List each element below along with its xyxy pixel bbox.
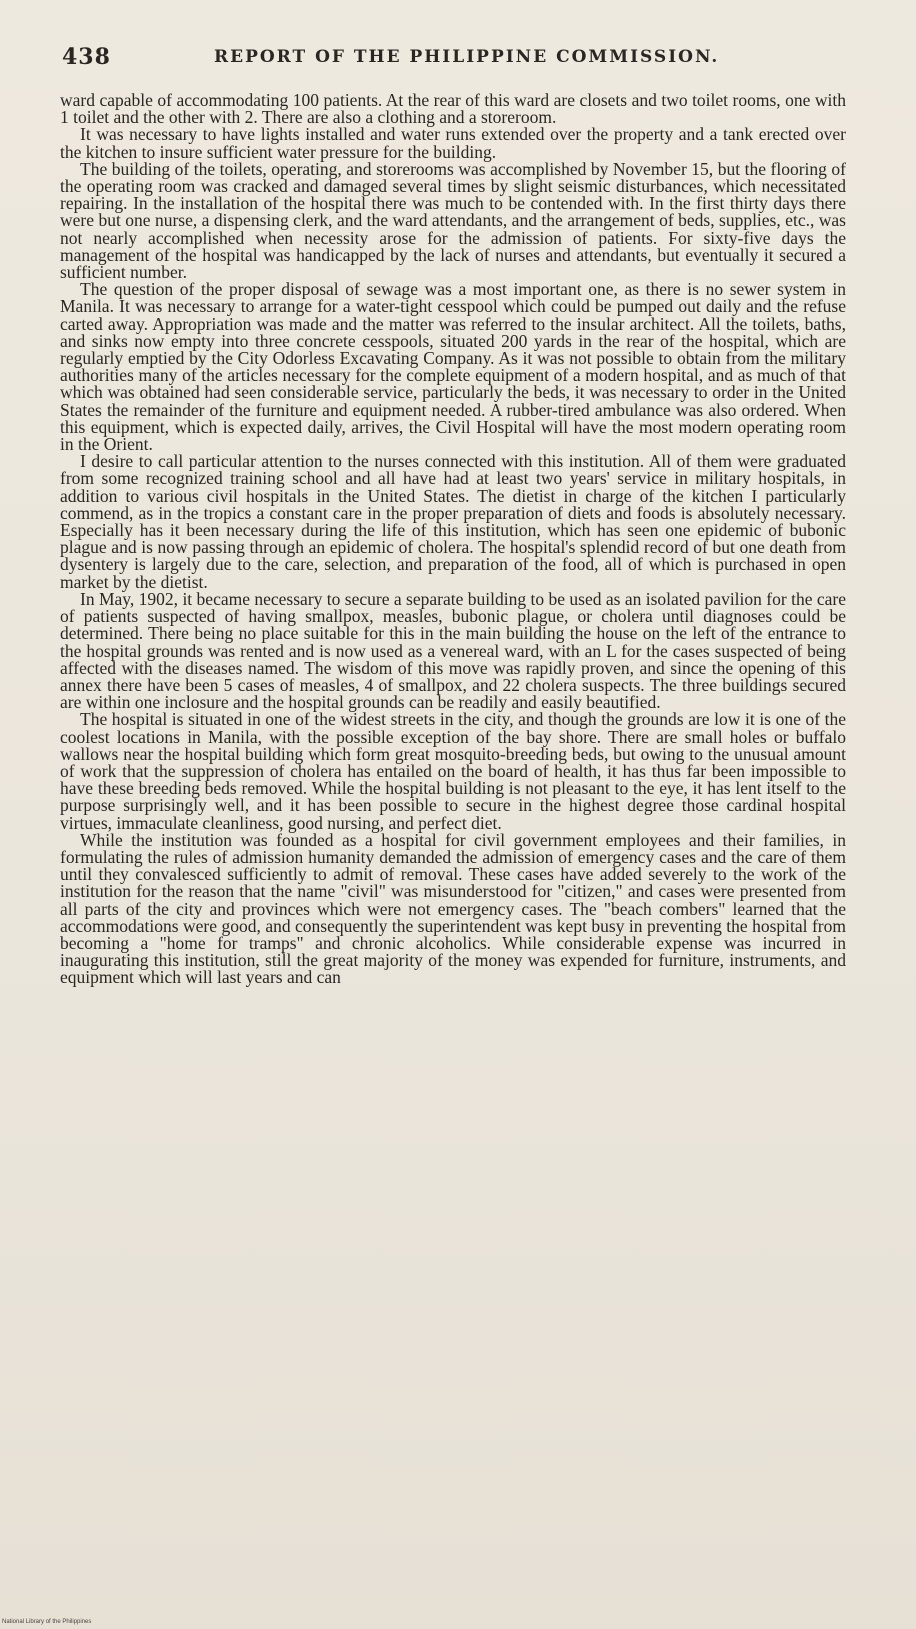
page-header [62, 44, 876, 74]
running-title: REPORT OF THE PHILIPPINE COMMISSION. [214, 47, 720, 67]
paragraph: While the institution was founded as a hospital for civil government employees and their families, in formulating the rules of admission humanity demanded the admission of emergency cases and the care of them until they convalesced sufficiently to admit of removal. These cases have added severely to the work of the institution for the reason that the name "civil" was misunderstood for "citizen," and cases were presented from all parts of the city and provinces which were not emergency cases. The "beach combers" learned that the accommodations were good, and consequently the superintendent was kept busy in preventing the hospital from becoming a "home for tramps" and chronic alcoholics. While considerable expense was incurred in inaugurating this institution, still the great majority of the money was expended for furniture, instruments, and equipment which will last years and can [60, 829, 846, 988]
paragraph: I desire to call particular attention to the nurses connected with this institution. All of them were graduated from some recognized training school and all have had at least two years' service in military hospitals, in addition to various civil hospitals in the United States. The dietist in charge of the kitchen I particularly commend, as in the tropics a constant care in the proper preparation of diets and foods is absolutely necessary. Especially has it been necessary during the life of this institution, which has seen one epidemic of bubonic plague and is now passing through an epidemic of cholera. The hospital's splendid record of but one death from dysentery is largely due to the care, selection, and preparation of the food, all of which is purchased in open market by the dietist. [60, 451, 846, 592]
paragraph: The hospital is situated in one of the widest streets in the city, and though the grounds are low it is one of the coolest locations in Manila, with the possible exception of the bay shore. There are small holes or buffalo wallows near the hospital building which form great mosquito-breeding beds, but owing to the unusual amount of work that the suppression of cholera has entailed on the board of health, it has thus far been impossible to have these breeding beds removed. While the hospital building is not pleasant to the eye, it has lent itself to the purpose surprisingly well, and it has been possible to secure in the highest degree those cardinal hospital virtues, immaculate cleanliness, good nursing, and perfect diet. [60, 709, 846, 833]
body-text [60, 92, 846, 987]
paragraph: The question of the proper disposal of sewage was a most important one, as there is no sewer system in Manila. It was necessary to arrange for a water-tight cesspool which could be pumped out daily and the refuse carted away. Appropriation was made and the matter was referred to the insular architect. All the toilets, baths, and sinks now empty into three concrete cesspools, situated 200 yards in the rear of the hospital, which are regularly emptied by the City Odorless Excavating Company. As it was not possible to obtain from the military authorities many of the articles necessary for the complete equipment of a modern hospital, and as much of that which was obtained had seen considerable service, particularly the beds, it was necessary to order in the United States the remainder of the furniture and equipment needed. A rubber-tired ambulance was also ordered. When this equipment, which is expected daily, arrives, the Civil Hospital will have the most modern operating room in the Orient. [60, 279, 846, 455]
paragraph: ward capable of accommodating 100 patients. At the rear of this ward are closets and two toilet rooms, one with 1 toilet and the other with 2. There are also a clothing and a storeroom. [60, 90, 846, 128]
paragraph: It was necessary to have lights installed and water runs extended over the property and a tank erected over the kitchen to insure sufficient water pressure for the building. [60, 124, 846, 162]
scan-footer: National Library of the Philippines [2, 1619, 92, 1625]
paragraph: In May, 1902, it became necessary to secure a separate building to be used as an isolated pavilion for the care of patients suspected of having smallpox, measles, bubonic plague, or cholera until diagnoses could be determined. There being no place suitable for this in the main building the house on the left of the entrance to the hospital grounds was rented and is now used as a venereal ward, with an L for the cases suspected of being affected with the diseases named. The wisdom of this move was rapidly proven, and since the opening of this annex there have been 5 cases of measles, 4 of smallpox, and 22 cholera suspects. The three buildings secured are within one inclosure and the hospital grounds can be readily and easily beautified. [60, 588, 846, 713]
page-number: 438 [62, 44, 111, 70]
paragraph: The building of the toilets, operating, and storerooms was accomplished by November 15, but the flooring of the operating room was cracked and damaged several times by slight seismic disturbances, which necessitated repairing. In the installation of the hospital there was much to be contended with. In the first thirty days there were but one nurse, a dispensing clerk, and the ward attendants, and the arrangement of beds, supplies, etc., was not nearly accomplished when necessity arose for the admission of patients. For sixty-five days the management of the hospital was handicapped by the lack of nurses and attendants, but eventually it secured a sufficient number. [60, 158, 846, 283]
